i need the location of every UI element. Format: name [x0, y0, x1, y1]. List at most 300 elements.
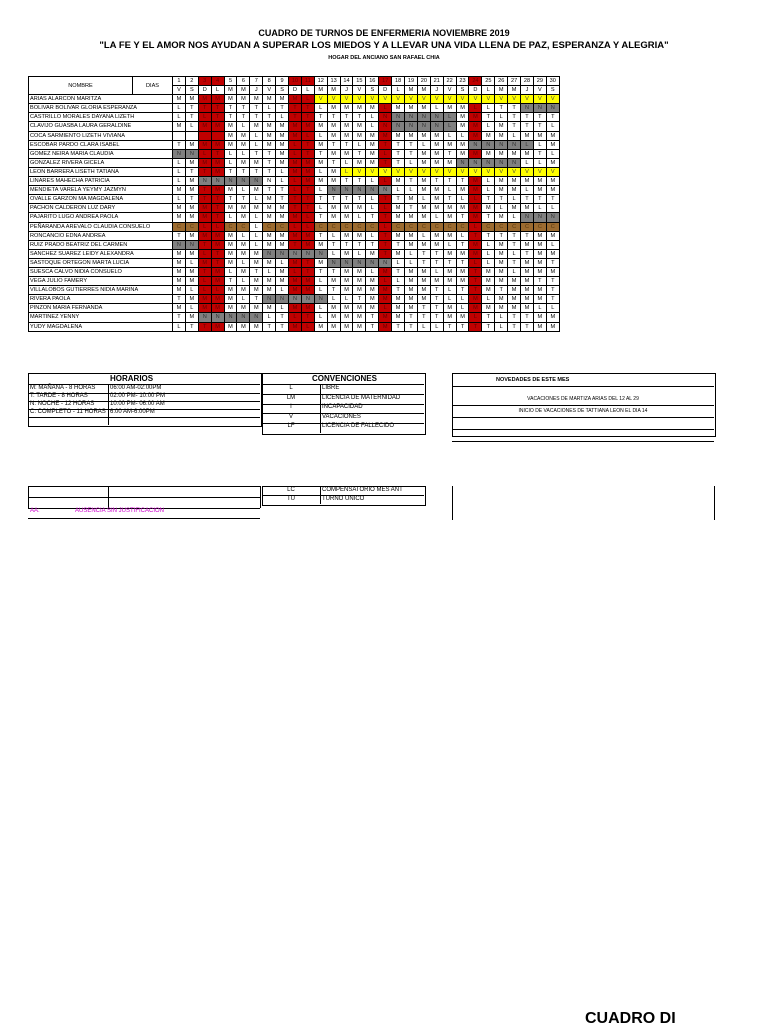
shift-cell: M: [495, 258, 508, 267]
shift-cell: T: [392, 286, 405, 295]
shift-cell: M: [392, 177, 405, 186]
shift-cell: M: [417, 286, 430, 295]
shift-cell: M: [237, 249, 250, 258]
shift-cell: T: [327, 140, 340, 149]
shift-cell: M: [456, 149, 469, 158]
table-row: [29, 113, 560, 122]
shift-cell: M: [289, 286, 302, 295]
table-row: [29, 140, 560, 149]
shift-cell: T: [392, 158, 405, 167]
shift-cell: M: [340, 104, 353, 113]
shift-cell: M: [417, 213, 430, 222]
shift-cell: N: [405, 122, 418, 131]
shift-cell: M: [521, 149, 534, 158]
shift-cell: M: [237, 322, 250, 331]
shift-cell: T: [495, 104, 508, 113]
shift-cell: N: [250, 313, 263, 322]
table-row: [29, 149, 560, 158]
shift-cell: M: [173, 304, 186, 313]
shift-cell: M: [443, 313, 456, 322]
day-number: 12: [314, 77, 327, 86]
conv-extra-desc: COMPENSATORIO MES ANT: [322, 487, 403, 493]
nurse-name: LEON BARRERA LISETH TATIANA: [29, 167, 173, 176]
shift-cell: T: [198, 322, 211, 331]
day-number: 23: [456, 77, 469, 86]
shift-cell: M: [185, 267, 198, 276]
shift-cell: M: [327, 313, 340, 322]
shift-cell: T: [263, 322, 276, 331]
shift-cell: M: [263, 213, 276, 222]
shift-cell: [198, 131, 211, 140]
shift-cell: M: [546, 140, 559, 149]
shift-cell: L: [443, 113, 456, 122]
subtitle: HOGAR DEL ANCIANO SAN RAFAEL CHIA: [328, 55, 440, 61]
shift-cell: M: [263, 231, 276, 240]
shift-cell: M: [340, 313, 353, 322]
shift-cell: M: [392, 249, 405, 258]
shift-cell: M: [301, 286, 314, 295]
shift-cell: [185, 131, 198, 140]
shift-cell: L: [198, 113, 211, 122]
shift-cell: M: [198, 231, 211, 240]
weekday: M: [314, 86, 327, 95]
shift-cell: L: [469, 195, 482, 204]
shift-cell: V: [508, 95, 521, 104]
shift-cell: C: [405, 222, 418, 231]
shift-cell: T: [301, 195, 314, 204]
shift-cell: M: [301, 277, 314, 286]
weekday: M: [224, 86, 237, 95]
shift-cell: M: [533, 177, 546, 186]
shift-cell: T: [250, 113, 263, 122]
shift-cell: T: [185, 195, 198, 204]
day-number: 21: [430, 77, 443, 86]
shift-cell: M: [263, 240, 276, 249]
shift-cell: M: [417, 158, 430, 167]
shift-cell: M: [263, 122, 276, 131]
shift-cell: T: [353, 240, 366, 249]
shift-cell: M: [495, 131, 508, 140]
shift-cell: T: [289, 104, 302, 113]
shift-cell: T: [482, 113, 495, 122]
shift-cell: T: [327, 113, 340, 122]
shift-cell: L: [546, 149, 559, 158]
weekday: S: [276, 86, 289, 95]
shift-cell: C: [263, 222, 276, 231]
shift-cell: M: [379, 267, 392, 276]
shift-cell: M: [379, 295, 392, 304]
shift-cell: L: [289, 222, 302, 231]
shift-cell: L: [314, 186, 327, 195]
shift-cell: M: [289, 277, 302, 286]
shift-cell: M: [508, 295, 521, 304]
conv-desc: VACACIONES: [322, 413, 361, 420]
shift-cell: M: [289, 167, 302, 176]
shift-cell: C: [482, 222, 495, 231]
conv-desc: LICENCIA DE MATERNIDAD: [322, 394, 401, 401]
shift-cell: T: [521, 231, 534, 240]
shift-cell: M: [456, 277, 469, 286]
shift-cell: N: [366, 186, 379, 195]
shift-cell: L: [224, 149, 237, 158]
shift-cell: V: [405, 95, 418, 104]
shift-cell: T: [430, 295, 443, 304]
shift-cell: L: [198, 277, 211, 286]
shift-cell: T: [340, 177, 353, 186]
weekday: S: [185, 86, 198, 95]
shift-cell: N: [301, 249, 314, 258]
shift-cell: T: [211, 113, 224, 122]
shift-cell: T: [301, 313, 314, 322]
shift-cell: L: [379, 149, 392, 158]
shift-cell: M: [508, 186, 521, 195]
shift-cell: N: [327, 258, 340, 267]
shift-cell: M: [469, 177, 482, 186]
shift-cell: T: [482, 313, 495, 322]
shift-cell: M: [237, 131, 250, 140]
shift-cell: L: [521, 140, 534, 149]
shift-cell: N: [237, 313, 250, 322]
shift-cell: T: [469, 267, 482, 276]
shift-cell: M: [185, 231, 198, 240]
shift-cell: T: [392, 322, 405, 331]
shift-cell: N: [173, 240, 186, 249]
shift-cell: M: [185, 213, 198, 222]
shift-cell: M: [250, 322, 263, 331]
shift-cell: L: [533, 204, 546, 213]
shift-cell: T: [430, 258, 443, 267]
shift-cell: T: [469, 277, 482, 286]
table-row: [29, 304, 560, 313]
shift-cell: T: [533, 122, 546, 131]
shift-cell: C: [521, 222, 534, 231]
shift-cell: L: [250, 213, 263, 222]
shift-cell: M: [327, 304, 340, 313]
shift-cell: L: [392, 277, 405, 286]
shift-cell: M: [198, 158, 211, 167]
shift-cell: N: [482, 158, 495, 167]
footer-fragment: CUADRO DI: [585, 1010, 676, 1027]
shift-cell: V: [443, 95, 456, 104]
shift-cell: M: [173, 122, 186, 131]
shift-cell: T: [508, 322, 521, 331]
shift-cell: L: [546, 204, 559, 213]
shift-cell: L: [379, 104, 392, 113]
table-row: [29, 277, 560, 286]
shift-cell: T: [417, 313, 430, 322]
day-number: 26: [495, 77, 508, 86]
shift-cell: L: [276, 258, 289, 267]
shift-cell: M: [417, 177, 430, 186]
shift-cell: T: [508, 231, 521, 240]
shift-cell: L: [185, 304, 198, 313]
shift-cell: T: [263, 158, 276, 167]
shift-cell: T: [417, 258, 430, 267]
shift-cell: M: [289, 122, 302, 131]
conv-extra-code: TU: [287, 496, 295, 502]
shift-cell: T: [289, 113, 302, 122]
shift-cell: M: [340, 122, 353, 131]
day-number: 4: [211, 77, 224, 86]
nurse-name: CASTRILLO MORALES DAYANA LIZETH: [29, 113, 173, 122]
shift-cell: M: [353, 204, 366, 213]
shift-cell: M: [353, 304, 366, 313]
shift-cell: V: [353, 95, 366, 104]
shift-cell: T: [405, 177, 418, 186]
nurse-name: PACHON CALDERON LUZ DARY: [29, 204, 173, 213]
horario-label: N: NOCHE - 12 HORAS: [30, 401, 95, 407]
horario-label: M: MAÑANA - 8 HORAS: [30, 385, 96, 391]
shift-cell: N: [430, 122, 443, 131]
shift-cell: M: [185, 249, 198, 258]
table-row: [29, 95, 560, 104]
shift-cell: T: [405, 313, 418, 322]
shift-cell: L: [340, 158, 353, 167]
shift-cell: L: [405, 158, 418, 167]
shift-cell: L: [405, 249, 418, 258]
shift-cell: M: [224, 186, 237, 195]
shift-cell: L: [198, 249, 211, 258]
shift-cell: M: [405, 277, 418, 286]
shift-cell: C: [533, 222, 546, 231]
nurse-name: RIVERA PAOLA: [29, 295, 173, 304]
shift-cell: T: [379, 240, 392, 249]
shift-cell: N: [379, 113, 392, 122]
shift-cell: T: [211, 195, 224, 204]
shift-cell: L: [301, 213, 314, 222]
shift-cell: V: [456, 167, 469, 176]
weekday: D: [379, 86, 392, 95]
shift-cell: M: [417, 267, 430, 276]
day-number: 6: [237, 77, 250, 86]
shift-cell: N: [353, 186, 366, 195]
shift-cell: L: [417, 322, 430, 331]
shift-cell: M: [198, 140, 211, 149]
nurse-name: MENDIETA VARELA YEYMY JAZMYN: [29, 186, 173, 195]
shift-cell: L: [533, 158, 546, 167]
shift-cell: V: [314, 95, 327, 104]
shift-cell: L: [443, 286, 456, 295]
name-header: NOMBRE: [29, 77, 133, 95]
shift-cell: M: [521, 131, 534, 140]
shift-cell: M: [456, 104, 469, 113]
table-row: [29, 313, 560, 322]
conv-desc: LIBRE: [322, 385, 340, 391]
shift-cell: N: [173, 149, 186, 158]
shift-cell: M: [340, 149, 353, 158]
nurse-name: SANCHEZ SUAREZ LEIDY ALEXANDRA: [29, 249, 173, 258]
shift-cell: N: [392, 122, 405, 131]
shift-cell: M: [417, 104, 430, 113]
shift-cell: V: [417, 167, 430, 176]
shift-cell: M: [508, 204, 521, 213]
weekday: V: [173, 86, 186, 95]
shift-cell: M: [173, 249, 186, 258]
shift-cell: [211, 131, 224, 140]
shift-cell: M: [276, 131, 289, 140]
shift-cell: L: [211, 222, 224, 231]
shift-cell: N: [250, 177, 263, 186]
shift-cell: M: [224, 258, 237, 267]
shift-cell: L: [546, 304, 559, 313]
shift-cell: V: [405, 167, 418, 176]
shift-cell: M: [211, 231, 224, 240]
shift-cell: L: [327, 249, 340, 258]
shift-cell: L: [456, 195, 469, 204]
shift-cell: V: [392, 95, 405, 104]
shift-cell: T: [314, 267, 327, 276]
shift-cell: M: [456, 267, 469, 276]
shift-cell: L: [508, 195, 521, 204]
shift-cell: L: [430, 213, 443, 222]
shift-cell: M: [198, 122, 211, 131]
shift-cell: M: [211, 304, 224, 313]
shift-cell: M: [327, 149, 340, 158]
shift-cell: M: [521, 304, 534, 313]
shift-cell: M: [405, 231, 418, 240]
table-row: [29, 104, 560, 113]
shift-cell: M: [327, 177, 340, 186]
table-row: [29, 195, 560, 204]
shift-cell: M: [237, 267, 250, 276]
shift-cell: T: [211, 258, 224, 267]
shift-cell: M: [456, 249, 469, 258]
weekday: J: [521, 86, 534, 95]
shift-cell: M: [173, 213, 186, 222]
day-number: 30: [546, 77, 559, 86]
shift-cell: M: [405, 104, 418, 113]
shift-cell: L: [289, 186, 302, 195]
shift-cell: M: [173, 286, 186, 295]
shift-cell: M: [340, 204, 353, 213]
shift-cell: T: [276, 104, 289, 113]
shift-cell: M: [289, 158, 302, 167]
conv-desc: INCAPACIDAD: [322, 404, 363, 410]
shift-cell: M: [533, 249, 546, 258]
novedad-item: VACACIONES DE MARTIZA ARIAS DEL 12 AL 29: [527, 396, 639, 402]
weekday: J: [430, 86, 443, 95]
convenciones-title: CONVENCIONES: [312, 374, 377, 383]
nurse-name: OVALLE GARZON MA MAGDALENA: [29, 195, 173, 204]
shift-cell: T: [443, 258, 456, 267]
weekday: M: [327, 86, 340, 95]
shift-cell: L: [482, 240, 495, 249]
shift-cell: L: [340, 295, 353, 304]
shift-cell: T: [379, 213, 392, 222]
shift-cell: T: [276, 313, 289, 322]
shift-cell: M: [443, 231, 456, 240]
shift-cell: M: [546, 186, 559, 195]
shift-cell: M: [327, 167, 340, 176]
shift-cell: T: [301, 186, 314, 195]
shift-cell: T: [327, 267, 340, 276]
shift-cell: L: [250, 222, 263, 231]
shift-cell: T: [289, 195, 302, 204]
shift-table: [28, 76, 560, 332]
shift-cell: M: [185, 158, 198, 167]
table-row: [29, 213, 560, 222]
shift-cell: M: [521, 258, 534, 267]
shift-cell: M: [521, 286, 534, 295]
shift-cell: T: [250, 295, 263, 304]
shift-cell: M: [417, 131, 430, 140]
shift-cell: M: [314, 240, 327, 249]
shift-cell: V: [521, 95, 534, 104]
shift-cell: M: [379, 313, 392, 322]
shift-cell: M: [469, 240, 482, 249]
shift-cell: M: [495, 149, 508, 158]
shift-cell: L: [508, 131, 521, 140]
shift-cell: L: [443, 295, 456, 304]
shift-cell: M: [521, 204, 534, 213]
shift-cell: T: [469, 322, 482, 331]
shift-cell: M: [392, 104, 405, 113]
shift-cell: M: [405, 131, 418, 140]
shift-cell: M: [263, 204, 276, 213]
shift-cell: M: [482, 267, 495, 276]
shift-cell: L: [289, 149, 302, 158]
shift-cell: M: [289, 231, 302, 240]
shift-cell: C: [353, 222, 366, 231]
shift-cell: M: [250, 304, 263, 313]
shift-cell: M: [289, 258, 302, 267]
table-row: [29, 131, 560, 140]
shift-cell: M: [327, 104, 340, 113]
shift-cell: L: [482, 122, 495, 131]
shift-cell: M: [237, 95, 250, 104]
shift-cell: L: [366, 195, 379, 204]
shift-cell: M: [482, 204, 495, 213]
shift-cell: C: [430, 222, 443, 231]
shift-cell: L: [237, 149, 250, 158]
shift-cell: T: [521, 113, 534, 122]
shift-cell: M: [392, 313, 405, 322]
day-number: 22: [443, 77, 456, 86]
shift-cell: V: [521, 167, 534, 176]
day-number: 11: [301, 77, 314, 86]
shift-cell: M: [301, 158, 314, 167]
day-number: 2: [185, 77, 198, 86]
shift-cell: L: [546, 122, 559, 131]
horario-label: T: TARDE - 8 HORAS: [30, 393, 88, 399]
shift-cell: N: [430, 113, 443, 122]
shift-cell: M: [533, 295, 546, 304]
shift-cell: M: [379, 286, 392, 295]
shift-cell: T: [237, 167, 250, 176]
shift-cell: M: [443, 277, 456, 286]
weekday: D: [469, 86, 482, 95]
shift-cell: T: [508, 104, 521, 113]
shift-cell: M: [237, 286, 250, 295]
shift-cell: M: [495, 240, 508, 249]
table-row: [29, 177, 560, 186]
shift-cell: M: [185, 186, 198, 195]
shift-cell: L: [469, 313, 482, 322]
horario-time: 06:00 AM-02:00PM: [110, 385, 162, 391]
shift-cell: M: [533, 322, 546, 331]
shift-cell: M: [211, 295, 224, 304]
shift-cell: L: [237, 231, 250, 240]
shift-cell: T: [482, 213, 495, 222]
shift-cell: M: [237, 304, 250, 313]
shift-cell: T: [366, 213, 379, 222]
nurse-name: ARIAS ALARCON MARITZA: [29, 95, 173, 104]
shift-cell: M: [263, 140, 276, 149]
shift-cell: L: [379, 304, 392, 313]
shift-cell: M: [211, 322, 224, 331]
table-row: [29, 249, 560, 258]
shift-cell: V: [430, 167, 443, 176]
